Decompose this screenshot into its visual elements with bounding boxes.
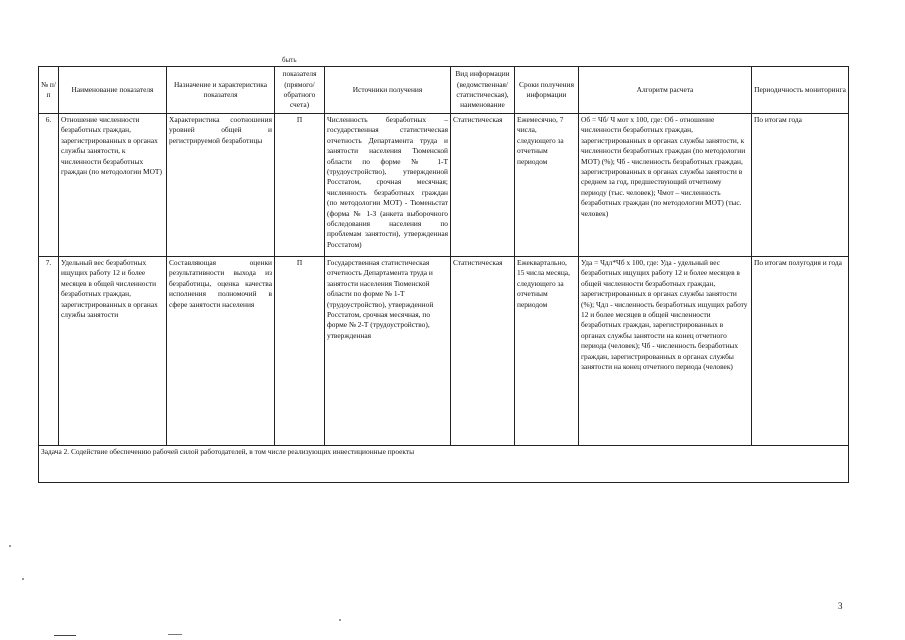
header-period: Периодичность мониторинга <box>752 67 849 114</box>
row-terms: Ежеквартально, 15 числа месяца, следующего за отчетным периодом <box>515 257 579 446</box>
row-type: П <box>275 114 325 257</box>
task-row <box>39 446 849 483</box>
scan-speck <box>22 578 24 580</box>
row-purpose: Характеристика соотношения уровней общей и регистрируемой безработицы <box>167 114 275 257</box>
indicators-table <box>38 66 849 483</box>
header-info-kind: Вид информации (ведомственная/ статистическая), наименование <box>451 67 515 114</box>
header-terms: Сроки получения информации <box>515 67 579 114</box>
row-algorithm: Об = Чб/ Ч мот х 100, где: Об - отношение численности безработных граждан, зарегистрированных в органах службы занятости, к численности безработных граждан (по методологии МОТ) (%); Чб - численность безработных граждан, зарегистрированных в органах службы занятости в среднем за год, предшествующий отчетному периоду (тыс. человек); Чмот – численность безработных граждан (по методологии МОТ) (тыс. человек) <box>579 114 752 257</box>
row-info-kind: Статистическая <box>451 114 515 257</box>
row-name: Удельный вес безработных ищущих работу 12 и более месяцев в общей численности безработных граждан, зарегистрированных в органах службы занятости <box>59 257 167 446</box>
scan-mark <box>168 634 182 635</box>
row-name: Отношение численности безработных граждан, зарегистрированных в органах службы занятости, к численности безработных граждан (по методологии МОТ) <box>59 114 167 257</box>
page-number: 3 <box>838 601 843 611</box>
table-header-row <box>39 67 849 114</box>
header-sources: Источники получения <box>325 67 451 114</box>
row-period: По итогам года <box>752 114 849 257</box>
row-num: 6. <box>39 114 59 257</box>
scan-speck <box>339 619 341 621</box>
header-name: Наименование показателя <box>59 67 167 114</box>
row-sources: Численность безработных – государственная статистическая отчетность Департамента труда и занятости населения Тюменской области по форме № 1-Т (трудоустройство), утвержденной Росстатом, срочная месячная; численность безработных граждан (по методологии МОТ) - Тюменьстат (форма № 1-З (анкета выборочного обследования населения по проблемам занятости), утвержденная Росстатом) <box>325 114 451 257</box>
row-type: П <box>275 257 325 446</box>
table-row <box>39 114 849 257</box>
table-row <box>39 257 849 446</box>
header-num: № п/п <box>39 67 59 114</box>
row-algorithm: Уда = Чдл*Чб х 100, где: Уда - удельный вес безработных ищущих работу 12 и более месяцев в общей численности безработных граждан, зарегистрированных в органах службы занятости (%); Чдл - численность безработных ищущих работу 12 и более месяцев в общей численности безработных граждан, зарегистрированных в органах службы занятости на конец отчетного периода (человек); Чб - численность безработных граждан, зарегистрированных в органах службы занятости на конец отчетного периода (человек) <box>579 257 752 446</box>
scan-mark <box>54 635 76 636</box>
task-heading: Задача 2. Содействие обеспечению рабочей силой работодателей, в том числе реализующих инвестиционные проекты <box>39 446 849 483</box>
header-stub-text: быть <box>282 56 297 64</box>
row-sources: Государственная статистическая отчетность Департамента труда и занятости населения Тюменской области по форме № 1-Т (трудоустройство), утвержденной Росстатом, срочная месячная, по форме № 2-Т (трудоустройство), утвержденная <box>325 257 451 446</box>
row-terms: Ежемесячно, 7 числа, следующего за отчетным периодом <box>515 114 579 257</box>
header-type: показателя (прямого/ обратного счета) <box>275 67 325 114</box>
row-num: 7. <box>39 257 59 446</box>
row-info-kind: Статистическая <box>451 257 515 446</box>
header-algorithm: Алгоритм расчета <box>579 67 752 114</box>
scan-speck <box>9 545 11 547</box>
header-purpose: Назначение и характеристика показателя <box>167 67 275 114</box>
row-purpose: Составляющая оценки результативности выхода из безработицы, оценка качества исполнения полномочий в сфере занятости населения <box>167 257 275 446</box>
row-period: По итогам полугодия и года <box>752 257 849 446</box>
